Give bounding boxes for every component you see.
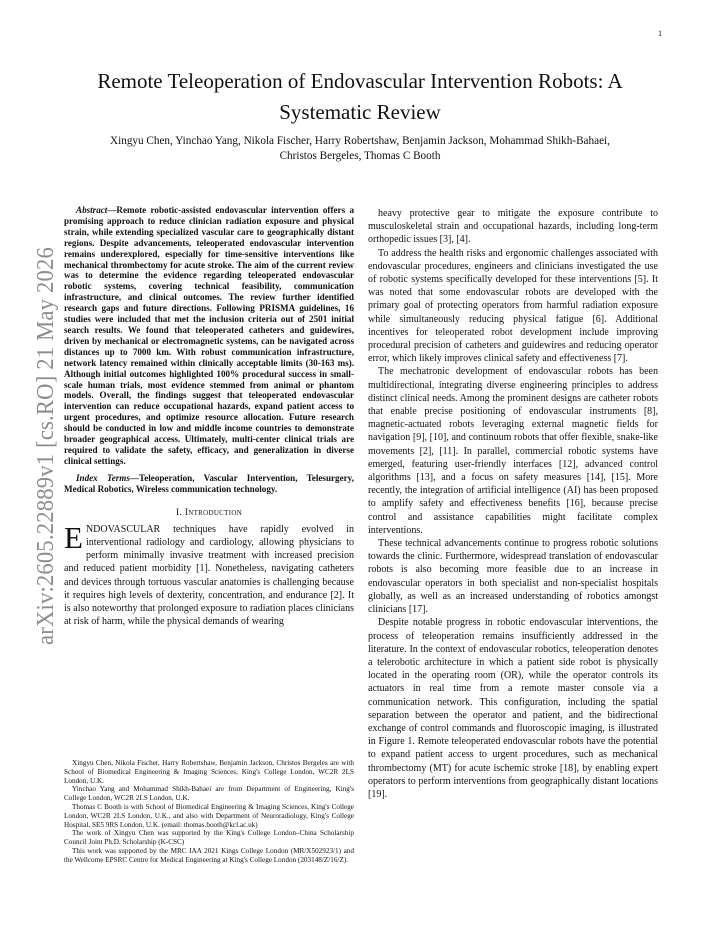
authors-line-1: Xingyu Chen, Yinchao Yang, Nikola Fischer, Harry Robertshaw, Benjamin Jackson, Mohammad Shikh-Bahaei, — [110, 135, 610, 147]
title-line-1: Remote Teleoperation of Endovascular Intervention Robots: A — [97, 69, 623, 93]
title-line-2: Systematic Review — [279, 100, 441, 124]
footnote: Xingyu Chen, Nikola Fischer, Harry Robertshaw, Benjamin Jackson, Christos Bergeles are with School of Biomedical Engineering & Imaging Sciences, King's College London, WC2R 2LS London, U.K. — [64, 759, 354, 785]
right-paragraph-4: Despite notable progress in robotic endovascular interventions, the process of teleoperation remains insufficiently addressed in the literature. In the context of endovascular robotics, teleoperation denotes a telerobotic architecture in which a patient side robot is physically located in the operating room (OR), while the operator controls its actuators in real time from a remote master console via a communication network. This configuration, including the spatial separation between the operator and patient, and the bidirectional exchange of control commands and fluoroscopic imaging, is illustrated in Figure 1. Remote teleoperated endovascular robots have the potential to expand patient access to urgent procedures, such as mechanical thrombectomy (MT) for acute ischemic stroke [18], by enabling expert operators to perform interventions from geographically distant locations [19]. — [368, 617, 658, 800]
right-column — [368, 207, 658, 801]
footnote: Yinchao Yang and Mohammad Shikh-Bahaei are from Department of Engineering, King's College London, WC2R 2LS London, U.K. — [64, 785, 354, 803]
right-paragraph-0: heavy protective gear to mitigate the exposure contribute to musculoskeletal strain and occupational hazards, including long-term orthopedic issues [3], [4]. — [368, 208, 658, 246]
intro-text-1: NDOVASCULAR techniques have rapidly evolved in interventional radiology and cardiology, allowing physicians to perform minimally invasive treatment with increased precision and reduced patient morbidity [1]. Nonetheless, navigating catheters and devices through tortuous vascular anatomies is challenging because it requires high levels of dexterity, concentration, and endurance [2]. It is also noteworthy that prolonged exposure to radiation places clinicians at risk of harm, while the physical demands of wearing — [64, 523, 354, 628]
index-terms-text: —Teleoperation, Vascular Intervention, Telesurgery, Medical Robotics, Wireless communication technology. — [64, 472, 354, 494]
section-heading — [64, 507, 354, 520]
right-paragraph-1: To address the health risks and ergonomic challenges associated with endovascular procedures, engineers and clinicians investigated the use of robotic systems specifically developed for these interventions [5]. It was noted that some endovascular robots are developed with the primary goal of protecting operators from harmful radiation exposure while simultaneously reducing physical fatigue [6]. Additional incentives for teleoperated robot development include improving procedural precision of catheters and guidewires and reducing operator error, which likely improves clinical safety and effectiveness [7]. — [368, 247, 658, 365]
left-column — [64, 205, 354, 628]
page-number: 1 — [658, 29, 662, 38]
right-paragraph-2: The mechatronic development of endovascular robots has been multidirectional, integrating diverse engineering principles to address distinct clinical needs. Among the prominent designs are catheter robots that enable precise positioning of endovascular instruments [8], magnetic-actuated robots leveraging external magnetic fields for navigation [9], [10], and continuum robots that offer flexible, snake-like movements [2], [11]. In parallel, commercial robotic systems have emerged, featuring user-friendly interfaces [12], advanced control algorithms [13], and a focus on safety measures [14], [15]. More recently, the integration of artificial intelligence (AI) has been proposed to amplify safety and effectiveness benefits [16], because precise control and assistance capabilities might facilitate complex interventions. — [368, 366, 658, 536]
footnote: This work was supported by the MRC IAA 2021 Kings College London (MR/X502923/1) and the Wellcome EPSRC Centre for Medical Engineering at King's College London (203148/Z/16/Z). — [64, 846, 354, 864]
right-paragraph-3: These technical advancements continue to progress robotic solutions towards the clinic. Furthermore, widespread translation of endovascular robots is also becoming more feasible due to an increase in endovascular operators in both specialist and non-specialist hospitals globally, as well as an increased understanding of robotics amongst clinicians [17]. — [368, 538, 658, 616]
footnote: Thomas C Booth is with School of Biomedical Engineering & Imaging Sciences, King's College London, WC2R 2LS London, U.K., and also with Department of Neuroradiology, King's College Hospital, SE5 9RS London, U.K. (email: thomas.booth@kcl.ac.uk) — [64, 802, 354, 829]
intro-paragraph-1 — [64, 519, 354, 629]
abstract-label: Abstract — [76, 205, 108, 215]
footnotes — [64, 759, 354, 865]
section-number: I. — [175, 507, 183, 518]
paper-title — [70, 66, 650, 128]
authors-line-2: Christos Bergeles, Thomas C Booth — [279, 150, 441, 162]
abstract — [64, 205, 354, 467]
author-list — [58, 134, 662, 164]
drop-cap: E — [64, 519, 83, 555]
index-terms — [64, 473, 354, 495]
footnote: The work of Xingyu Chen was supported by the King's College London–China Scholarship Council Joint Ph.D. Scholarship (K-CSC) — [64, 829, 354, 847]
abstract-text: —Remote robotic-assisted endovascular intervention offers a promising approach to reduce clinician radiation exposure and physical strain, while extending specialized vascular care to geographically distant regions. Despite advancements, teleoperated endovascular intervention remains underexplored, especially for time-sensitive interventions like mechanical thrombectomy for acute stroke. The aim of the current review was to determine the evidence regarding teleoperated endovascular robotic systems, covering technical feasibility, communication infrastructure, and clinical outcomes. The review further identified research gaps and future directions. Following PRISMA guidelines, 16 studies were included that met the inclusion criteria out of 2501 initial search results. We found that teleoperated catheters and guidewires, driven by mechanical or electromagnetic systems, can be navigated across distances up to 7000 km. With robust communication infrastructure, network latency remained within clinically acceptable limits (30-163 ms). Although initial outcomes highlighted 100% procedural success in small-scale human trials, most evidence stemmed from animal or phantom models. Overall, the findings suggest that teleoperated endovascular intervention can reduce occupational hazards, expand patient access to urgent procedures, and optimize resource allocation. Future research should be conducted in low and middle income countries to demonstrate broader geographical access. Ultimately, multi-center clinical trials are required to validate the safety, efficacy, and generalization in diverse clinical settings. — [64, 205, 354, 466]
index-terms-label: Index Terms — [76, 472, 130, 483]
section-title: Introduction — [184, 507, 243, 518]
arxiv-id: arXiv:2605.22889v1 [cs.RO] 21 May 2026 — [32, 245, 59, 645]
